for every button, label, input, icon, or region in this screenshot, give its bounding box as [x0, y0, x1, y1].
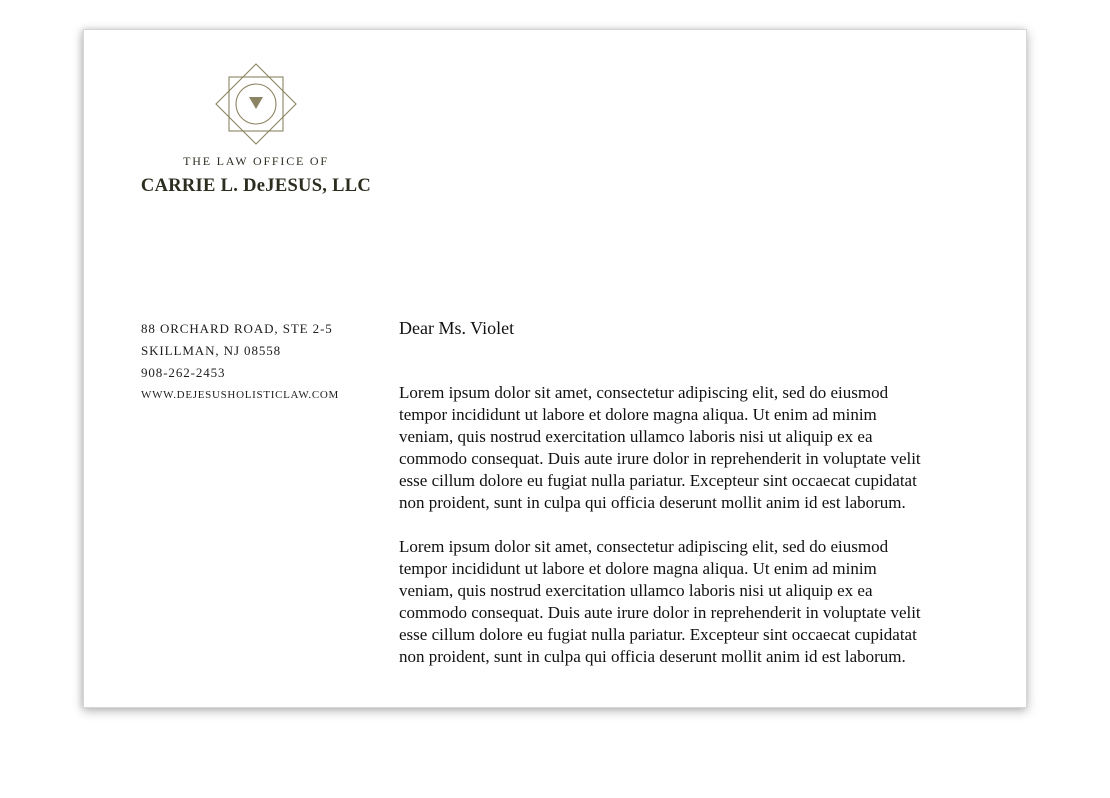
firm-logo-icon: [214, 63, 298, 147]
salutation: Dear Ms. Violet: [399, 318, 515, 338]
body-paragraph: Lorem ipsum dolor sit amet, consectetur adipiscing elit, sed do eiusmod tempor incididunt ut labore et dolore magna aliqua. Ut enim ad minim veniam, quis nostrud exercitation ullamco laboris nisi ut aliquip ex ea commodo consequat. Duis aute irure dolor in reprehenderit in voluptate velit esse cillum dolore eu fugiat nulla pariatur. Excepteur sint occaecat cupidatat non proident, sunt in culpa qui officia deserunt mollit anim id est laborum.: [399, 537, 921, 666]
letter-body: [399, 317, 924, 690]
firm-name-prefix: THE LAW OFFICE OF: [183, 154, 329, 168]
phone-number: 908-262-2453: [141, 365, 226, 380]
website-link[interactable]: WWW.DEJESUSHOLISTICLAW.COM: [141, 389, 340, 401]
body-paragraph: Lorem ipsum dolor sit amet, consectetur adipiscing elit, sed do eiusmod tempor incididunt ut labore et dolore magna aliqua. Ut enim ad minim veniam, quis nostrud exercitation ullamco laboris nisi ut aliquip ex ea commodo consequat. Duis aute irure dolor in reprehenderit in voluptate velit esse cillum dolore eu fugiat nulla pariatur. Excepteur sint occaecat cupidatat non proident, sunt in culpa qui officia deserunt mollit anim id est laborum.: [399, 383, 921, 512]
contact-block: [141, 318, 381, 406]
letterhead-page: [83, 29, 1027, 708]
address-line-2: SKILLMAN, NJ 08558: [141, 343, 282, 358]
address-line-1: 88 ORCHARD ROAD, STE 2-5: [141, 321, 333, 336]
firm-name: CARRIE L. DeJESUS, LLC: [140, 176, 372, 196]
